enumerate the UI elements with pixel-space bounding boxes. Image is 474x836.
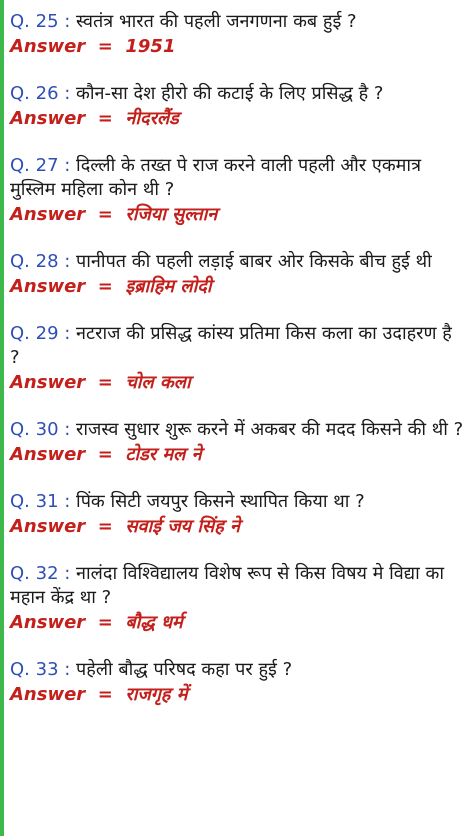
question-text: पिंक सिटी जयपुर किसने स्थापित किया था ? bbox=[70, 491, 365, 512]
equals-sign: = bbox=[97, 444, 113, 465]
answer-text: बौद्ध धर्म bbox=[125, 612, 183, 633]
equals-sign: = bbox=[97, 204, 113, 225]
answer-label: Answer bbox=[10, 372, 86, 393]
equals-sign: = bbox=[97, 516, 113, 537]
question bbox=[10, 322, 466, 370]
answer-line bbox=[10, 514, 466, 540]
question-text: नटराज की प्रसिद्ध कांस्य प्रतिमा किस कला का उदाहरण है ? bbox=[10, 323, 452, 368]
question-number: Q. 27 : bbox=[10, 155, 71, 176]
answer-line bbox=[10, 34, 466, 60]
question bbox=[10, 250, 466, 274]
question-text: दिल्ली के तख्त पे राज करने वाली पहली और एकमात्र मुस्लिम महिला कोन थी ? bbox=[10, 155, 422, 200]
question-number: Q. 32 : bbox=[10, 563, 71, 584]
qa-item-31 bbox=[10, 490, 466, 540]
answer-line bbox=[10, 682, 466, 708]
answer-text: इब्राहिम लोदी bbox=[125, 276, 212, 297]
question bbox=[10, 418, 466, 442]
equals-sign: = bbox=[97, 612, 113, 633]
answer-label: Answer bbox=[10, 276, 86, 297]
question-number: Q. 25 : bbox=[10, 11, 71, 32]
answer-line bbox=[10, 106, 466, 132]
answer-text: राजगृह में bbox=[125, 684, 188, 705]
answer-label: Answer bbox=[10, 684, 86, 705]
answer-line bbox=[10, 202, 466, 228]
left-accent-bar bbox=[0, 0, 4, 836]
equals-sign: = bbox=[97, 108, 113, 129]
question-text: पहेली बौद्ध परिषद कहा पर हुई ? bbox=[70, 659, 293, 680]
answer-label: Answer bbox=[10, 36, 86, 57]
qa-item-30 bbox=[10, 418, 466, 468]
question-text: कौन-सा देश हीरो की कटाई के लिए प्रसिद्ध है ? bbox=[70, 83, 384, 104]
question-text: स्वतंत्र भारत की पहली जनगणना कब हुई ? bbox=[70, 11, 357, 32]
answer-label: Answer bbox=[10, 516, 86, 537]
qa-item-25 bbox=[10, 10, 466, 60]
qa-item-27 bbox=[10, 154, 466, 228]
question-number: Q. 29 : bbox=[10, 323, 71, 344]
question bbox=[10, 10, 466, 34]
equals-sign: = bbox=[97, 36, 113, 57]
question-number: Q. 26 : bbox=[10, 83, 71, 104]
answer-text: रजिया सुल्तान bbox=[125, 204, 218, 225]
qa-item-32 bbox=[10, 562, 466, 636]
qa-item-29 bbox=[10, 322, 466, 396]
question bbox=[10, 490, 466, 514]
equals-sign: = bbox=[97, 684, 113, 705]
question-text: नालंदा विश्विद्यालय विशेष रूप से किस विषय मे विद्या का महान केंद्र था ? bbox=[10, 563, 445, 608]
answer-text: नीदरलैंड bbox=[125, 108, 179, 129]
question bbox=[10, 82, 466, 106]
answer-text: चोल कला bbox=[125, 372, 191, 393]
qa-item-28 bbox=[10, 250, 466, 300]
question-number: Q. 28 : bbox=[10, 251, 71, 272]
answer-text: सवाई जय सिंह ने bbox=[125, 516, 241, 537]
answer-label: Answer bbox=[10, 612, 86, 633]
question-number: Q. 30 : bbox=[10, 419, 71, 440]
question bbox=[10, 658, 466, 682]
qa-item-33 bbox=[10, 658, 466, 708]
question-text: पानीपत की पहली लड़ाई बाबर ओर किसके बीच हुई थी bbox=[70, 251, 432, 272]
equals-sign: = bbox=[97, 276, 113, 297]
answer-line bbox=[10, 610, 466, 636]
question bbox=[10, 154, 466, 202]
answer-label: Answer bbox=[10, 444, 86, 465]
question bbox=[10, 562, 466, 610]
answer-label: Answer bbox=[10, 204, 86, 225]
answer-text: 1951 bbox=[125, 36, 176, 57]
question-text: राजस्व सुधार शुरू करने में अकबर की मदद किसने की थी ? bbox=[70, 419, 464, 440]
question-number: Q. 33 : bbox=[10, 659, 71, 680]
answer-text: टोडर मल ने bbox=[125, 444, 202, 465]
qa-item-26 bbox=[10, 82, 466, 132]
answer-line bbox=[10, 442, 466, 468]
answer-line bbox=[10, 274, 466, 300]
qa-list bbox=[10, 10, 466, 708]
question-number: Q. 31 : bbox=[10, 491, 71, 512]
answer-line bbox=[10, 370, 466, 396]
answer-label: Answer bbox=[10, 108, 86, 129]
equals-sign: = bbox=[97, 372, 113, 393]
